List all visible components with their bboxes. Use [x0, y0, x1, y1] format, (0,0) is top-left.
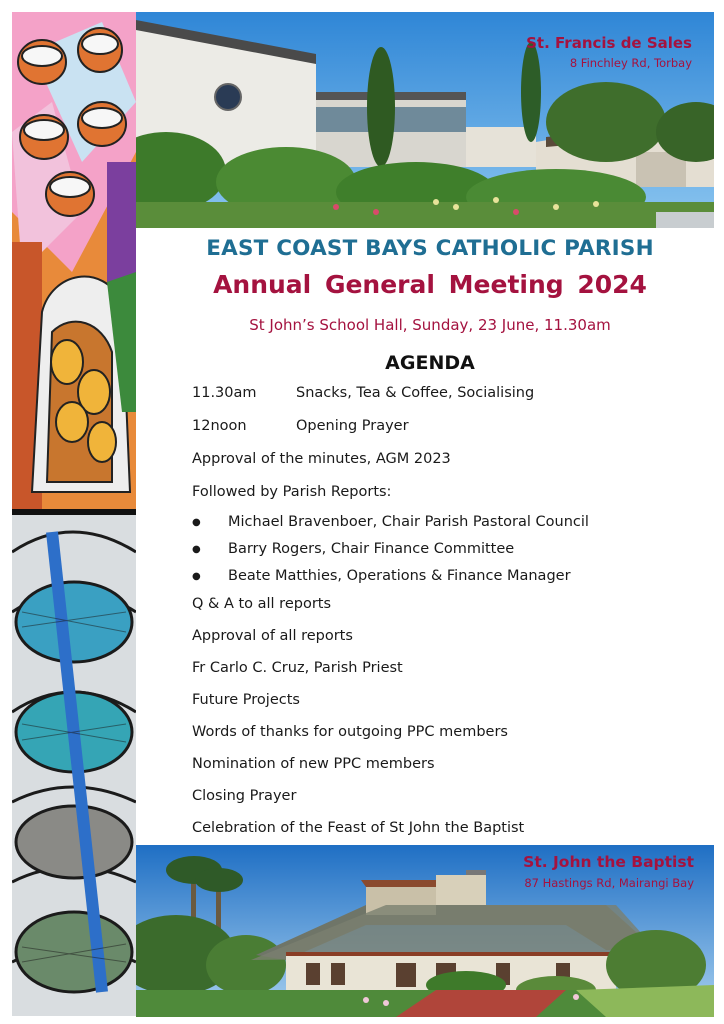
- st-john-church-photo: [136, 845, 714, 1017]
- agenda-item: Nomination of new PPC members: [192, 756, 435, 772]
- bullet-icon: ●: [192, 570, 201, 582]
- agenda-time: 11.30am: [192, 385, 257, 401]
- agenda-item: Celebration of the Feast of St John the Baptist: [192, 820, 525, 836]
- top-location-name: St. Francis de Sales: [526, 34, 692, 52]
- bullet-icon: ●: [192, 516, 201, 528]
- stained-glass-panel: [12, 12, 136, 1016]
- agenda-time: 12noon: [192, 418, 247, 434]
- bottom-location-caption: [523, 853, 694, 892]
- agenda-item: Approval of the minutes, AGM 2023: [192, 451, 451, 467]
- st-francis-church-photo: [136, 12, 714, 228]
- report-name: Michael Bravenboer, Chair Parish Pastoral Council: [228, 514, 589, 530]
- agenda-heading: AGENDA: [385, 352, 475, 374]
- report-list-item: [192, 568, 571, 584]
- top-location-caption: [526, 34, 692, 72]
- bottom-location-address: 87 Hastings Rd, Mairangi Bay: [524, 876, 694, 890]
- agenda-item: Words of thanks for outgoing PPC members: [192, 724, 508, 740]
- meeting-title: Annual General Meeting 2024: [213, 270, 647, 299]
- venue-line: St John’s School Hall, Sunday, 23 June, 11.30am: [249, 316, 611, 334]
- agenda-item: Future Projects: [192, 692, 300, 708]
- report-list-item: [192, 541, 514, 557]
- top-location-address: 8 Finchley Rd, Torbay: [569, 56, 692, 70]
- report-name: Beate Matthies, Operations & Finance Manager: [228, 568, 571, 584]
- bullet-icon: ●: [192, 543, 201, 555]
- agenda-item: Approval of all reports: [192, 628, 353, 644]
- agenda-item: Closing Prayer: [192, 788, 297, 804]
- report-name: Barry Rogers, Chair Finance Committee: [228, 541, 515, 557]
- bottom-location-name: St. John the Baptist: [523, 853, 694, 871]
- agenda-timed-item: [192, 385, 534, 401]
- agenda-timed-item: [192, 418, 409, 434]
- agenda-item-text: Snacks, Tea & Coffee, Socialising: [296, 385, 535, 401]
- parish-title: EAST COAST BAYS CATHOLIC PARISH: [206, 236, 654, 261]
- report-list-item: [192, 514, 589, 530]
- agenda-item-text: Opening Prayer: [296, 418, 409, 434]
- agenda-item: Q & A to all reports: [192, 596, 332, 612]
- agenda-item: Fr Carlo C. Cruz, Parish Priest: [192, 660, 403, 676]
- agenda-item: Followed by Parish Reports:: [192, 484, 392, 500]
